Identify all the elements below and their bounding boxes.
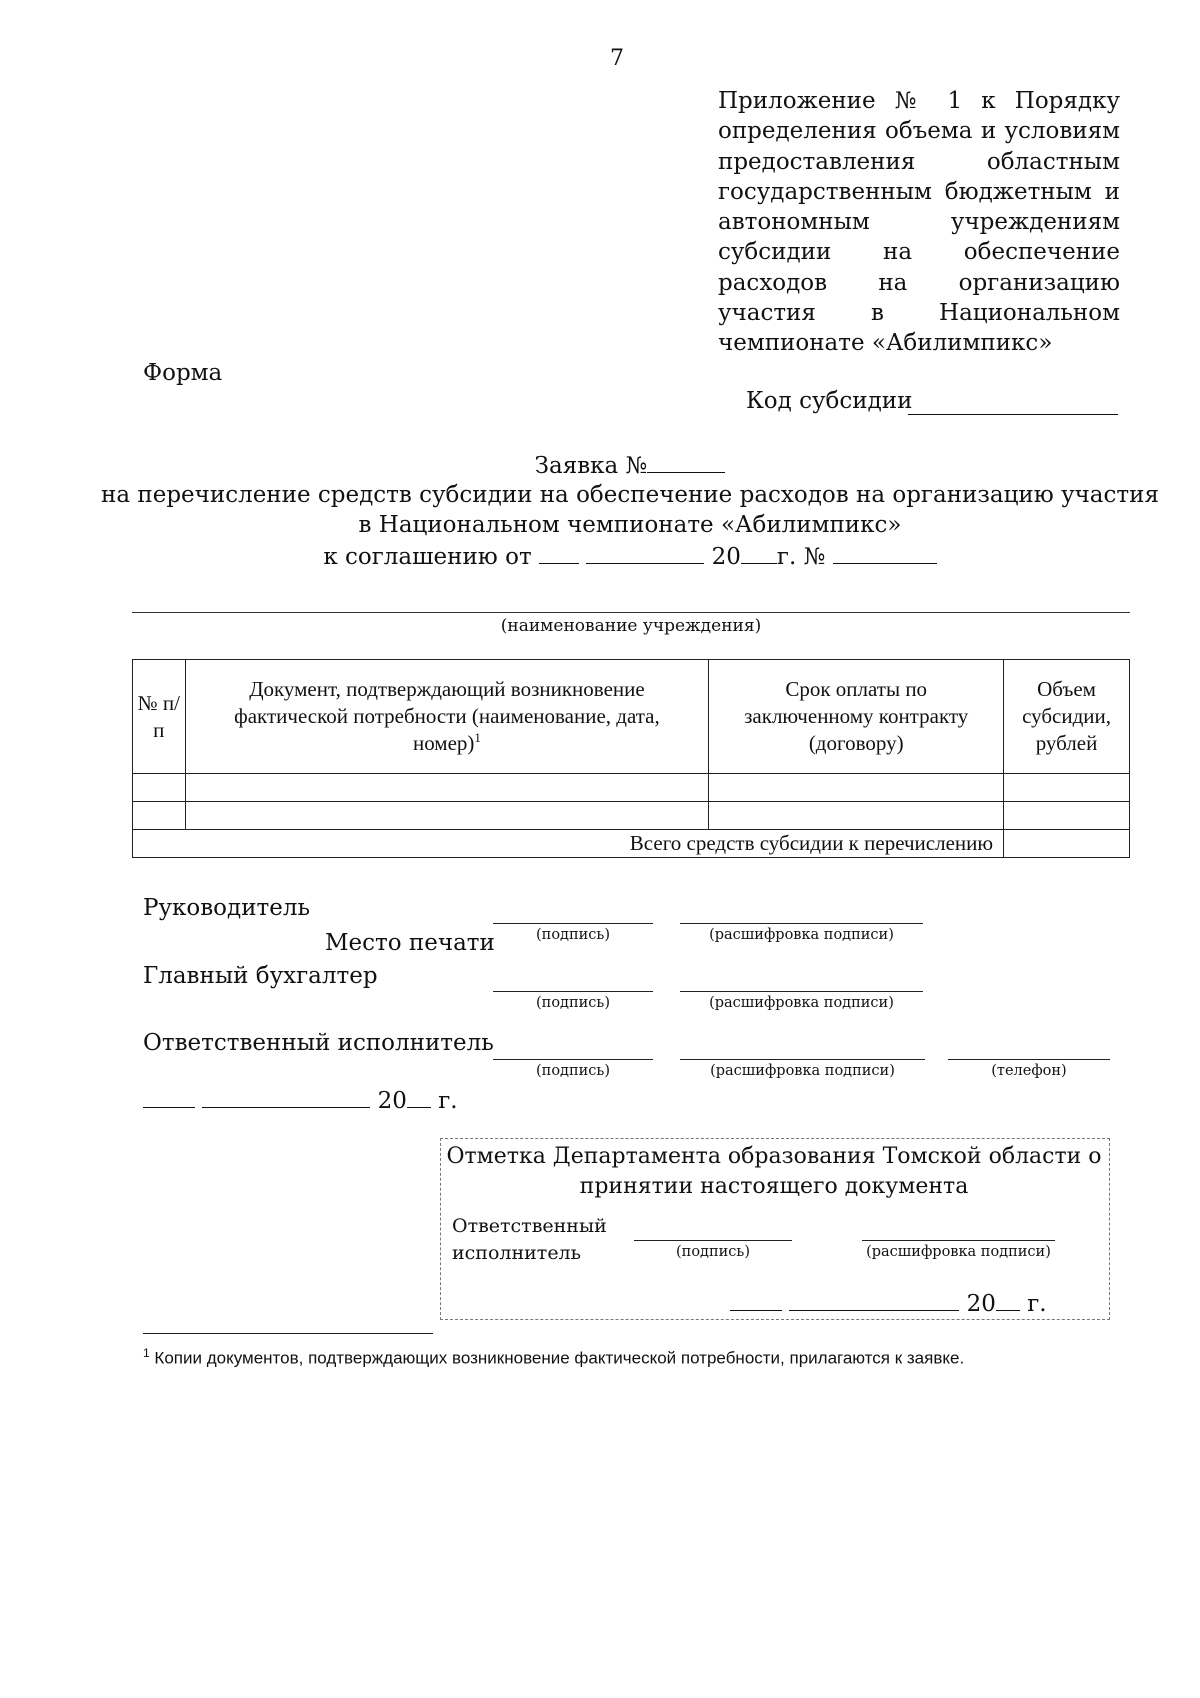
- department-signature-field[interactable]: [634, 1240, 792, 1241]
- footnote-text: Копии документов, подтверждающих возникновение фактической потребности, прилагаются к заявке.: [154, 1348, 965, 1368]
- total-label: Всего средств субсидии к перечислению: [133, 830, 1004, 858]
- executor-phone-caption: (телефон): [991, 1063, 1067, 1079]
- application-number-field[interactable]: [647, 450, 725, 473]
- executor-signature-caption: (подпись): [536, 1063, 610, 1079]
- department-date-day-field[interactable]: [730, 1288, 782, 1311]
- agreement-number-field[interactable]: [833, 541, 937, 564]
- signature-date-year: 20: [377, 1088, 407, 1114]
- department-decoding-caption: (расшифровка подписи): [866, 1244, 1051, 1260]
- table-cell[interactable]: [185, 774, 709, 802]
- department-date-year: 20: [966, 1291, 996, 1317]
- head-label: Руководитель: [143, 895, 310, 921]
- table-cell[interactable]: [709, 774, 1004, 802]
- subsidy-code-label: Код субсидии: [746, 388, 913, 414]
- table-row: [133, 774, 1130, 802]
- head-decoding-caption: (расшифровка подписи): [709, 927, 894, 943]
- table-cell[interactable]: [1004, 802, 1130, 830]
- department-date-suffix: г.: [1027, 1291, 1047, 1317]
- institution-name-field[interactable]: [132, 612, 1130, 613]
- executor-decoding-field[interactable]: [680, 1059, 925, 1060]
- table-cell[interactable]: [133, 802, 186, 830]
- column-header-amount: Объем субсидии, рублей: [1004, 660, 1130, 774]
- column-header-payment-term: Срок оплаты по заключенному контракту (договору): [709, 660, 1004, 774]
- department-box-title: Отметка Департамента образования Томской области о принятии настоящего документа: [446, 1144, 1102, 1199]
- agreement-prefix: к соглашению от: [323, 544, 532, 570]
- accountant-signature-field[interactable]: [493, 991, 653, 992]
- department-date-month-field[interactable]: [789, 1288, 959, 1311]
- title-line-3: в Национальном чемпионате «Абилимпикс»: [358, 512, 902, 538]
- head-signature-field[interactable]: [493, 923, 653, 924]
- table-header-row: [133, 660, 1130, 774]
- executor-decoding-caption: (расшифровка подписи): [710, 1063, 895, 1079]
- department-date: [730, 1288, 1047, 1317]
- signature-date: [143, 1085, 458, 1114]
- page-number: 7: [610, 46, 624, 71]
- head-decoding-field[interactable]: [680, 923, 923, 924]
- footnote-reference: 1: [474, 730, 481, 745]
- department-decoding-field[interactable]: [862, 1240, 1055, 1241]
- department-date-year-field[interactable]: [996, 1288, 1020, 1311]
- agreement-number-label: г. №: [776, 544, 826, 570]
- table-row: [133, 802, 1130, 830]
- signature-date-suffix: г.: [438, 1088, 458, 1114]
- total-amount-cell[interactable]: [1004, 830, 1130, 858]
- table-cell[interactable]: [133, 774, 186, 802]
- executor-phone-field[interactable]: [948, 1059, 1110, 1060]
- table-cell[interactable]: [1004, 774, 1130, 802]
- column-header-document: Документ, подтверждающий возникновение фактической потребности (наименование, дата, номер)$^1$: [185, 660, 709, 774]
- subsidy-code-field[interactable]: [908, 414, 1118, 415]
- head-signature-caption: (подпись): [536, 927, 610, 943]
- footnote-separator: [143, 1333, 433, 1334]
- executor-label: Ответственный исполнитель: [143, 1030, 494, 1056]
- accountant-decoding-field[interactable]: [680, 991, 923, 992]
- accountant-signature-caption: (подпись): [536, 995, 610, 1011]
- accountant-label: Главный бухгалтер: [143, 963, 378, 989]
- institution-caption: (наименование учреждения): [500, 616, 762, 636]
- footnote: [143, 1346, 964, 1369]
- subsidy-table: [132, 659, 1130, 858]
- appendix-header: Приложение № 1 к Порядку определения объема и условиям предоставления областным государственным бюджетным и автономным учреждениям субсидии на обеспечение расходов на организацию участия в Национальном чемпионате «Абилимпикс»: [718, 88, 1120, 357]
- seal-label: Место печати: [325, 930, 495, 956]
- form-label: Форма: [143, 360, 223, 386]
- accountant-decoding-caption: (расшифровка подписи): [709, 995, 894, 1011]
- signature-date-day-field[interactable]: [143, 1085, 195, 1108]
- column-header-number: № п/п: [133, 660, 186, 774]
- footnote-mark: 1: [143, 1346, 150, 1360]
- application-title: [0, 450, 1200, 479]
- table-cell[interactable]: [709, 802, 1004, 830]
- agreement-line: [0, 541, 1200, 570]
- application-number-label: Заявка №: [534, 453, 648, 479]
- agreement-year-field[interactable]: [741, 541, 777, 564]
- agreement-year-prefix: 20: [711, 544, 741, 570]
- table-total-row: [133, 830, 1130, 858]
- department-executor-label: Ответственный исполнитель: [452, 1215, 607, 1264]
- signature-date-year-field[interactable]: [407, 1085, 431, 1108]
- agreement-month-field[interactable]: [586, 541, 704, 564]
- table-cell[interactable]: [185, 802, 709, 830]
- executor-signature-field[interactable]: [493, 1059, 653, 1060]
- agreement-day-field[interactable]: [539, 541, 579, 564]
- department-signature-caption: (подпись): [676, 1244, 750, 1260]
- title-line-2: на перечисление средств субсидии на обеспечение расходов на организацию участия: [101, 482, 1159, 508]
- signature-date-month-field[interactable]: [202, 1085, 370, 1108]
